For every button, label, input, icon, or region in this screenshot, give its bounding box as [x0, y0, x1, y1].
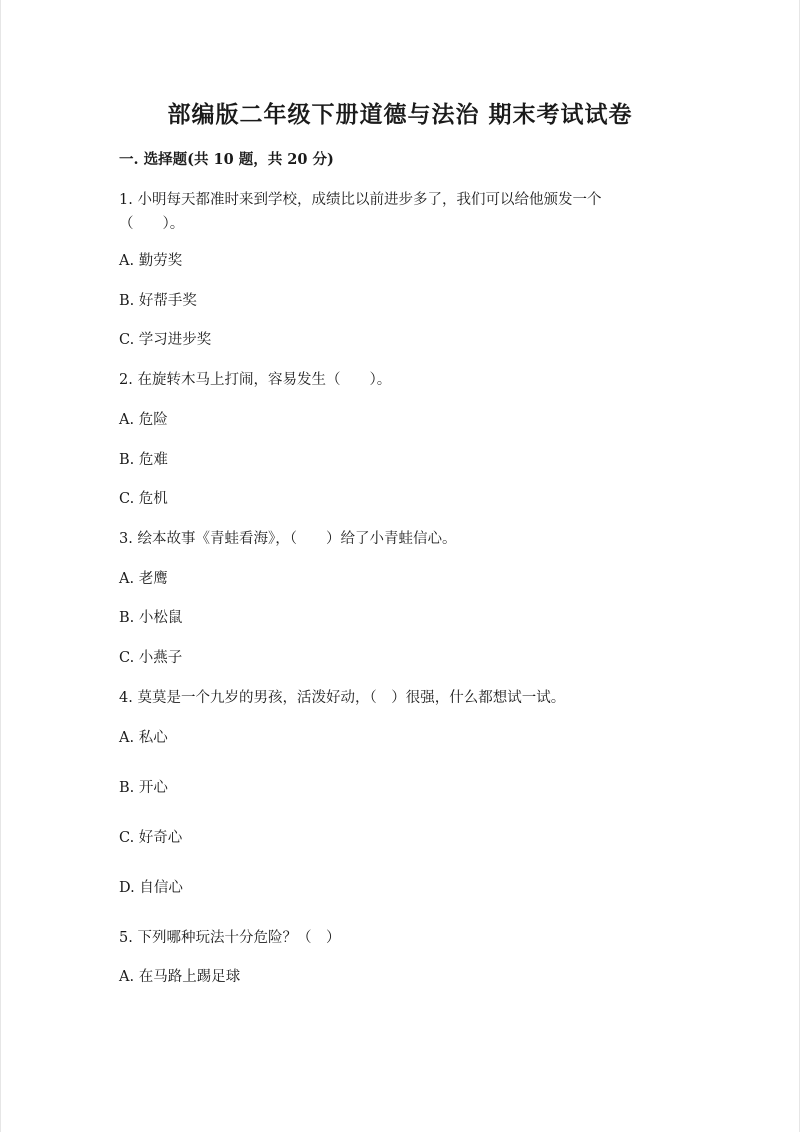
question-2-stem: 2. 在旋转木马上打闹，容易发生（ ）。 [119, 372, 392, 388]
question-5-option-a: A. 在马路上踢足球 [119, 969, 241, 985]
question-1-stem: 1. 小明每天都准时来到学校，成绩比以前进步多了，我们可以给他颁发一个 [119, 192, 602, 208]
question-4-option-c: C. 好奇心 [119, 830, 183, 846]
question-4-option-a: A. 私心 [119, 730, 168, 746]
question-3-option-b: B. 小松鼠 [119, 610, 183, 626]
question-1-option-c: C. 学习进步奖 [119, 332, 212, 348]
page-title: 部编版二年级下册道德与法治 期末考试试卷 [167, 101, 633, 128]
question-2-option-c: C. 危机 [119, 491, 168, 507]
question-3-option-c: C. 小燕子 [119, 650, 183, 666]
question-4-stem: 4. 莫莫是一个九岁的男孩，活泼好动，（ ）很强，什么都想试一试。 [119, 690, 566, 706]
question-1-option-a: A. 勤劳奖 [119, 253, 183, 269]
question-2-option-a: A. 危险 [119, 412, 168, 428]
question-1-stem-continued: （ ）。 [119, 216, 185, 232]
section-heading: 一. 选择题(共 10 题，共 20 分) [119, 151, 334, 168]
question-4-option-b: B. 开心 [119, 780, 168, 796]
question-5-stem: 5. 下列哪种玩法十分危险？（ ） [119, 930, 341, 946]
question-2-option-b: B. 危难 [119, 452, 168, 468]
question-3-stem: 3. 绘本故事《青蛙看海》，（ ）给了小青蛙信心。 [119, 531, 457, 547]
question-4-option-d: D. 自信心 [119, 880, 183, 896]
question-3-option-a: A. 老鹰 [119, 571, 168, 587]
question-1-option-b: B. 好帮手奖 [119, 293, 197, 309]
